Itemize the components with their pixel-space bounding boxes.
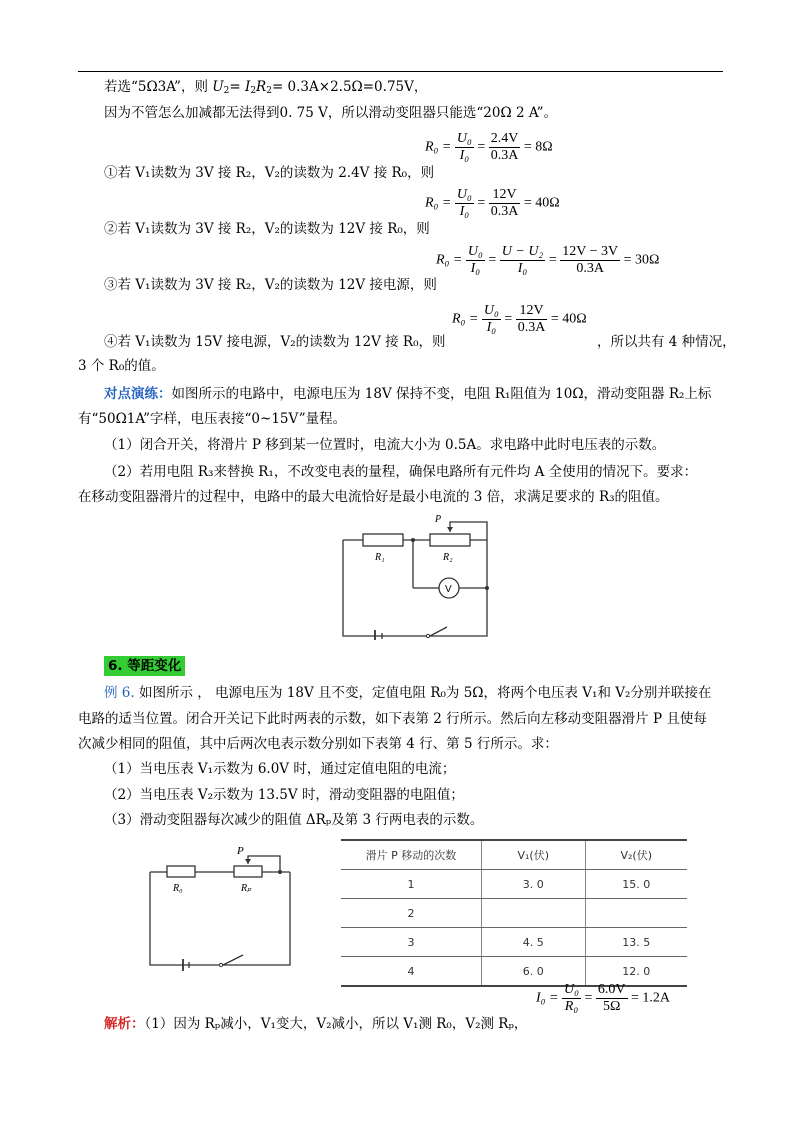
resistor-rp: [234, 866, 262, 877]
table-cell: 1: [341, 870, 482, 899]
case-3-text: ③若 V₁读数为 3V 接 R₂，V₂的读数为 12V 接电源，则: [104, 277, 437, 293]
example-question-1: （1）当电压表 V₁示数为 6.0V 时，通过定值电阻的电流；: [104, 761, 456, 777]
equation-4: R₀ = $\frac{\text{U₀}}{\text{I₀}}$ = $\frac{12V}{0.3A}$ = 40Ω: [452, 303, 587, 335]
table-cell: 3: [341, 928, 482, 957]
practice-line-2: 有“50Ω1A”字样，电压表接“0~15V”量程。: [78, 411, 347, 427]
table-cell: [585, 899, 687, 928]
practice-question-1: （1）闭合开关，将滑片 P 移到某一位置时，电流大小为 0.5A。求电路中此时电压表的示数。: [104, 437, 666, 453]
equation-1: R₀ = $\frac{\text{U₀}}{\text{I₀}}$ = $\frac{2.4V}{0.3A}$ = 8Ω: [425, 131, 553, 163]
table-row: [341, 928, 687, 957]
text-line-1: 若选“5Ω3A”，则 $U_2= I_2R_2= 0.3A\times 2.5\Omega=0.75V$，: [104, 79, 428, 96]
equation-3: R₀ = $\frac{\text{U₀}}{\text{I₀}}$ = $\frac{\text{U − U₂}}{\text{I₀}}$ = $\frac{12V - 3V}{0.3A}$ = 30Ω: [436, 244, 660, 276]
table-cell: 3. 0: [482, 870, 586, 899]
equation-2: R₀ = $\frac{\text{U₀}}{\text{I₀}}$ = $\frac{12V}{0.3A}$ = 40Ω: [425, 187, 560, 219]
data-table: [341, 839, 687, 987]
case-2-text: ②若 V₁读数为 3V 接 R₂，V₂的读数为 12V 接 R₀，则: [104, 221, 430, 237]
practice-question-2a: （2）若用电阻 R₃来替换 R₁，不改变电表的量程，确保电路所有元件均 A 全使用的情况下。要求：: [104, 464, 698, 480]
resistor-r0: [167, 866, 195, 877]
analysis-line: 解析：（1）因为 Rₚ减小，V₁变大，V₂减小，所以 V₁测 R₀，V₂测 Rₚ，: [104, 1016, 528, 1032]
svg-text:P: P: [237, 845, 244, 857]
svg-text:R₁: R₁: [375, 552, 385, 563]
header-rule: [78, 71, 723, 72]
section-title: 6. 等距变化: [104, 656, 185, 676]
table-cell: 6. 0: [482, 957, 586, 987]
table-header-row: [341, 840, 687, 870]
example-question-2: （2）当电压表 V₂示数为 13.5V 时，滑动变阻器的电阻值；: [104, 787, 464, 803]
table-cell: 15. 0: [585, 870, 687, 899]
table-header-cell: 滑片 P 移动的次数: [341, 840, 482, 870]
example-line-3: 次减少相同的阻值，其中后两次电表示数分别如下表第 4 行、第 5 行所示。求：: [78, 736, 558, 752]
case-1-text: ①若 V₁读数为 3V 接 R₂，V₂的读数为 2.4V 接 R₀，则: [104, 165, 435, 181]
table-cell: 13. 5: [585, 928, 687, 957]
table-cell: 2: [341, 899, 482, 928]
table-header-cell: V₁(伏): [482, 840, 586, 870]
circuit-diagram-1: [335, 510, 495, 640]
svg-text:V: V: [445, 584, 452, 595]
practice-question-2b: 在移动变阻器滑片的过程中，电路中的最大电流恰好是最小电流的 3 倍，求满足要求的 R₃的阻值。: [78, 489, 669, 505]
case-4-tail: ，所以共有 4 种情况，: [597, 334, 736, 350]
table-header-cell: V₂(伏): [585, 840, 687, 870]
practice-line-1: 对点演练：如图所示的电路中，电源电压为 18V 保持不变，电阻 R₁阻值为 10Ω，滑动变阻器 R₂上标: [104, 386, 712, 402]
table-cell: 4: [341, 957, 482, 987]
table-row: [341, 870, 687, 899]
svg-text:R₀: R₀: [173, 883, 183, 894]
text-line-2: 因为不管怎么加减都无法得到0. 75 V，所以滑动变阻器只能选“20Ω 2 A”。: [104, 105, 558, 121]
equation-5: I₀ = $\frac{\text{U₀}}{\text{R₀}}$ = $\frac{6.0V}{5\Omega}$ = 1.2A: [536, 982, 671, 1014]
circuit-diagram-2: [145, 838, 295, 973]
example-question-3: （3）滑动变阻器每次减少的阻值 ΔRₚ及第 3 行两电表的示数。: [104, 812, 484, 828]
table-cell: 12. 0: [585, 957, 687, 987]
example-line-2: 电路的适当位置。闭合开关记下此时两表的示数，如下表第 2 行所示。然后向左移动变阻器滑片 P 且使每: [78, 711, 707, 727]
svg-text:R₂: R₂: [443, 552, 453, 563]
table-row: [341, 899, 687, 928]
practice-label: 对点演练：: [104, 386, 172, 402]
case-5-text: 3 个 R₀的值。: [78, 358, 165, 374]
resistor-r1: [363, 534, 403, 546]
example-line-1: 例 6. 如图所示 ， 电源电压为 18V 且不变，定值电阻 R₀为 5Ω，将两个电压表 V₁和 V₂分别并联接在: [104, 685, 712, 701]
analysis-label: 解析：: [104, 1016, 145, 1032]
table-cell: [482, 899, 586, 928]
svg-text:P: P: [435, 514, 442, 525]
svg-text:Rₚ: Rₚ: [241, 883, 252, 894]
resistor-r2: [430, 534, 470, 546]
case-4-text: ④若 V₁读数为 15V 接电源，V₂的读数为 12V 接 R₀，则: [104, 334, 446, 350]
table-cell: 4. 5: [482, 928, 586, 957]
example-label: 例 6.: [104, 685, 135, 701]
